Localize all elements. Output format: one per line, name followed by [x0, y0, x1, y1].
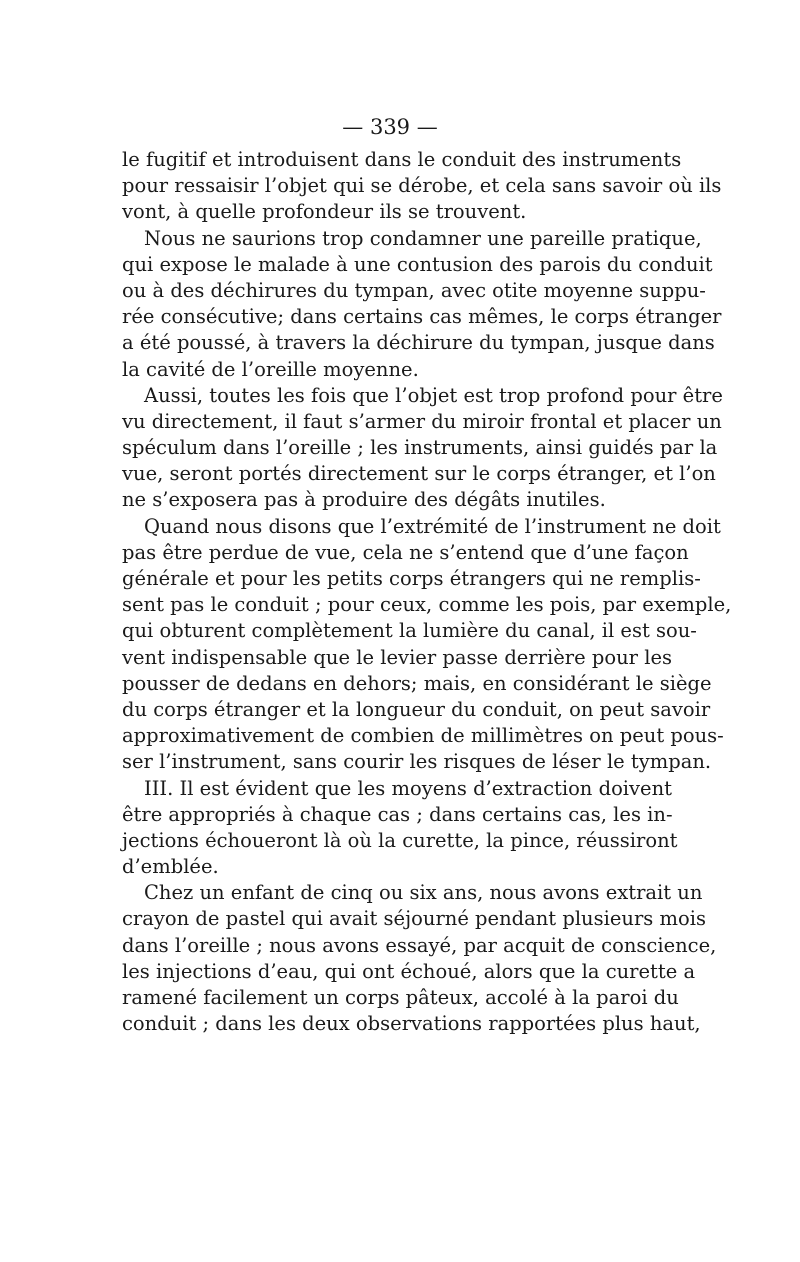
text-line: générale et pour les petits corps étrangers qui ne remplis- — [122, 567, 701, 590]
text-line: ser l’instrument, sans courir les risques de léser le tympan. — [122, 750, 712, 774]
text-line: pour ressaisir l’objet qui se dérobe, et cela sans savoir où ils — [122, 174, 722, 198]
text-line: du corps étranger et la longueur du conduit, on peut savoir — [122, 697, 711, 721]
text-line: Quand nous disons que l’extrémité de l’instrument ne doit — [144, 514, 721, 538]
page-number: — 339 — — [342, 115, 438, 139]
text-line: pousser de dedans en dehors; mais, en considérant le siège — [122, 671, 712, 695]
text-line: conduit ; dans les deux observations rapportées plus haut, — [122, 1012, 701, 1036]
text-line: vue, seront portés directement sur le corps étranger, et l’on — [122, 462, 716, 486]
text-line: jections échoueront là où la curette, la pince, réussiront — [122, 828, 678, 852]
text-line: qui obturent complètement la lumière du canal, il est sou- — [122, 619, 697, 643]
text-line: ne s’exposera pas à produire des dégâts inutiles. — [122, 488, 606, 512]
text-line: vu directement, il faut s’armer du miroir frontal et placer un — [122, 409, 722, 433]
text-line: crayon de pastel qui avait séjourné pendant plusieurs mois — [122, 907, 706, 931]
text-line: Nous ne saurions trop condamner une pareille pratique, — [144, 226, 702, 250]
text-line: rée consécutive; dans certains cas mêmes, le corps étranger — [122, 305, 722, 329]
text-line: Chez un enfant de cinq ou six ans, nous avons extrait un — [144, 881, 703, 905]
text-line: la cavité de l’oreille moyenne. — [122, 357, 419, 381]
text-line: dans l’oreille ; nous avons essayé, par acquit de conscience, — [122, 933, 717, 957]
text-line: les injections d’eau, qui ont échoué, alors que la curette a — [122, 959, 696, 983]
text-line: pas être perdue de vue, cela ne s’entend que d’une façon — [122, 540, 689, 564]
text-line: sent pas le conduit ; pour ceux, comme les pois, par exemple, — [122, 593, 732, 617]
text-line: III. Il est évident que les moyens d’extraction doivent — [144, 776, 672, 800]
text-line: approximativement de combien de millimètres on peut pous- — [122, 724, 724, 748]
text-line: a été poussé, à travers la déchirure du tympan, jusque dans — [122, 331, 715, 355]
text-line: d’emblée. — [122, 855, 219, 879]
text-line: être appropriés à chaque cas ; dans certains cas, les in- — [122, 802, 673, 826]
text-line: ramené facilement un corps pâteux, accolé à la paroi du — [122, 986, 679, 1009]
text-line: vent indispensable que le levier passe derrière pour les — [122, 645, 672, 669]
text-line: le fugitif et introduisent dans le conduit des instruments — [122, 148, 682, 171]
text-line: spéculum dans l’oreille ; les instruments, ainsi guidés par la — [122, 436, 718, 460]
text-line: Aussi, toutes les fois que l’objet est trop profond pour être — [144, 383, 723, 407]
text-line: qui expose le malade à une contusion des parois du conduit — [122, 252, 713, 276]
text-line: vont, à quelle profondeur ils se trouvent. — [122, 200, 527, 224]
text-line: ou à des déchirures du tympan, avec otite moyenne suppu- — [122, 278, 706, 302]
body-text — [122, 147, 732, 1037]
